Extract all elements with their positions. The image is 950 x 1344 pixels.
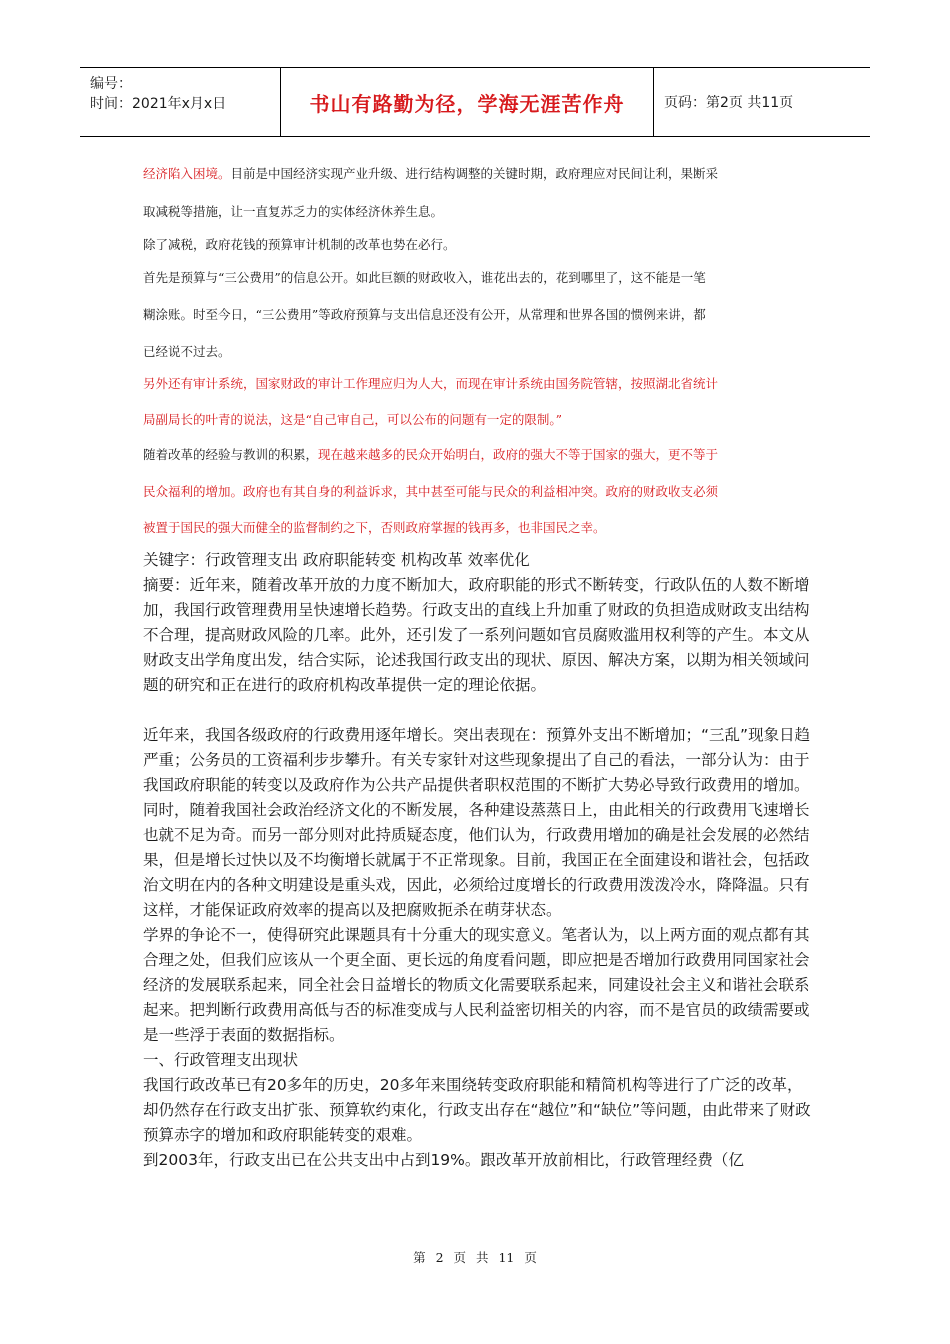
intro-text: 目前是中国经济实现产业升级、进行结构调整的关键时期，政府理应对民间让利，果断采 [230, 166, 719, 181]
page-info: 页码：第2页 共11页 [664, 95, 794, 111]
intro-line-red: 民众福利的增加。政府也有其自身的利益诉求，其中甚至可能与民众的利益相冲突。政府的财政收支必须 [143, 484, 719, 499]
main-body [143, 548, 811, 1173]
header-divider [653, 68, 654, 136]
blank-line [143, 698, 811, 723]
body-paragraph: 到2003年，行政支出已在公共支出中占到19%。跟改革开放前相比，行政管理经费（亿 [143, 1151, 744, 1169]
body-paragraph: 近年来，我国各级政府的行政费用逐年增长。突出表现在：预算外支出不断增加；“三乱”现象日趋严重；公务员的工资福利步步攀升。有关专家针对这些现象提出了自己的看法，一部分认为：由于我国政府职能的转变以及政府作为公共产品提供者职权范围的不断扩大势必导致行政费用的增加。同时，随着我国社会政治经济文化的不断发展，各种建设蒸蒸日上，由此相关的行政费用飞速增长也就不足为奇。而另一部分则对此持质疑态度，他们认为，行政费用增加的确是社会发展的必然结果，但是增长过快以及不均衡增长就属于不正常现象。目前，我国正在全面建设和谐社会，包括政治文明在内的各种文明建设是重头戏，因此，必须给过度增长的行政费用泼泼冷水，降降温。只有这样，才能保证政府效率的提高以及把腐败扼杀在萌芽状态。 [143, 726, 811, 919]
header-motto: 书山有路勤为径，学海无涯苦作舟 [309, 91, 625, 116]
header-meta [90, 74, 226, 114]
intro-line: 已经说不过去。 [143, 344, 231, 359]
intro-line [143, 164, 808, 182]
section-heading: 一、行政管理支出现状 [143, 1051, 299, 1069]
body-paragraph: 学界的争论不一，使得研究此课题具有十分重大的现实意义。笔者认为，以上两方面的观点都有其合理之处，但我们应该从一个更全面、更长远的角度看问题，即应把是否增加行政费用同国家社会经济的发展联系起来，同全社会日益增长的物质文化需要联系起来，同建设社会主义和谐社会联系起来。把判断行政费用高低与否的标准变成与人民利益密切相关的内容，而不是官员的政绩需要或是一些浮于表面的数据指标。 [143, 926, 810, 1044]
intro-red-text: 经济陷入困境。 [143, 166, 231, 181]
intro-line: 取减税等措施，让一直复苏乏力的实体经济休养生息。 [143, 204, 444, 219]
body-paragraph: 我国行政改革已有20多年的历史，20多年来围绕转变政府职能和精简机构等进行了广泛的改革，却仍然存在行政支出扩张、预算软约束化，行政支出存在“越位”和“缺位”等问题，由此带来了财政预算赤字的增加和政府职能转变的艰难。 [143, 1076, 811, 1144]
intro-red-text: 现在越来越多的民众开始明白，政府的强大不等于国家的强大，更不等于 [318, 447, 719, 462]
intro-line-red: 被置于国民的强大而健全的监督制约之下，否则政府掌握的钱再多，也非国民之幸。 [143, 520, 606, 535]
intro-line: 糊涂账。时至今日，“三公费用”等政府预算与支出信息还没有公开，从常理和世界各国的惯例来讲，都 [143, 307, 706, 322]
abstract: 摘要：近年来，随着改革开放的力度不断加大，政府职能的形式不断转变，行政队伍的人数不断增加，我国行政管理费用呈快速增长趋势。行政支出的直线上升加重了财政的负担造成财政支出结构不合理，提高财政风险的几率。此外，还引发了一系列问题如官员腐败滥用权利等的产生。本文从财政支出学角度出发，结合实际，论述我国行政支出的现状、原因、解决方案，以期为相关领域问题的研究和正在进行的政府机构改革提供一定的理论依据。 [143, 576, 810, 694]
intro-line [143, 445, 808, 463]
intro-line: 首先是预算与“三公费用”的信息公开。如此巨额的财政收入，谁花出去的，花到哪里了，这不能是一笔 [143, 270, 706, 285]
page-footer: 第 2 页 共 11 页 [413, 1250, 537, 1265]
intro-line: 除了减税，政府花钱的预算审计机制的改革也势在必行。 [143, 237, 456, 252]
keywords: 关键字：行政管理支出 政府职能转变 机构改革 效率优化 [143, 551, 530, 569]
intro-line-red: 局副局长的叶青的说法，这是“自己审自己，可以公布的问题有一定的限制。” [143, 412, 563, 427]
page-header [80, 67, 870, 137]
document-date: 时间：2021年x月x日 [90, 96, 227, 112]
document-number: 编号： [90, 76, 132, 92]
intro-line-red: 另外还有审计系统，国家财政的审计工作理应归为人大，而现在审计系统由国务院管辖，按照湖北省统计 [143, 376, 719, 391]
intro-text: 随着改革的经验与教训的积累， [143, 447, 319, 462]
